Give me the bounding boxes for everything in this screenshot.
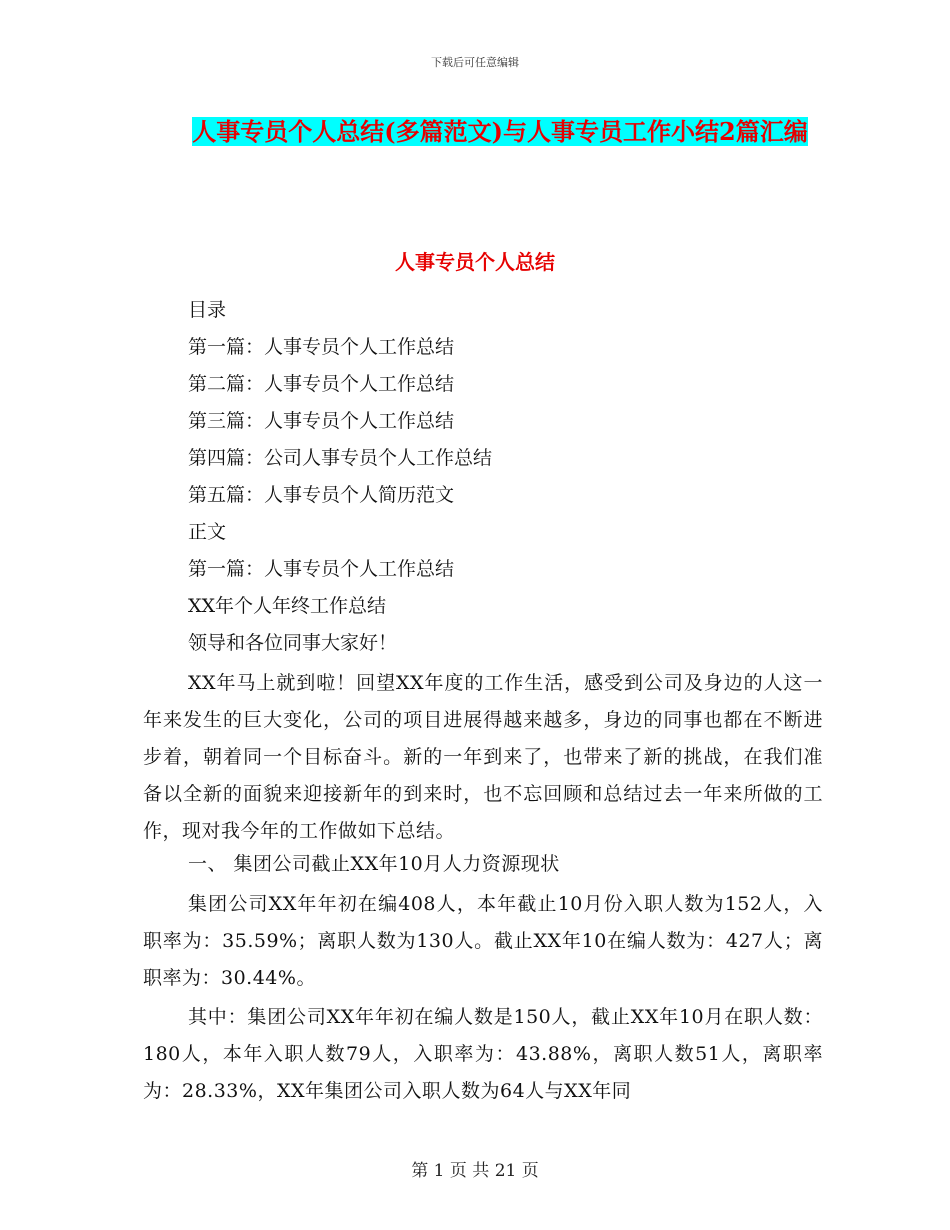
table-of-contents [188, 292, 828, 662]
toc-heading: 目录 [188, 299, 227, 321]
toc-item: 第五篇：人事专员个人简历范文 [188, 484, 455, 506]
body-paragraph: 集团公司XX年年初在编408人，本年截止10月份入职人数为152人，入职率为：35.59%；离职人数为130人。截止XX年10在编人数为：427人；离职率为：30.44%。 [143, 893, 823, 989]
section-heading: 一、 集团公司截止XX年10月人力资源现状 [188, 853, 560, 875]
toc-item: 第三篇：人事专员个人工作总结 [188, 410, 455, 432]
body-paragraph: XX年马上就到啦！回望XX年度的工作生活，感受到公司及身边的人这一年来发生的巨大变化，公司的项目进展得越来越多，身边的同事也都在不断进步着，朝着同一个目标奋斗。新的一年到来了，也带来了新的挑战，在我们准备以全新的面貌来迎接新年的到来时，也不忘回顾和总结过去一年来所做的工作，现对我今年的工作做如下总结。 [143, 672, 823, 842]
body-paragraph: 其中：集团公司XX年年初在编人数是150人，截止XX年10月在职人数：180人，本年入职人数79人，入职率为：43.88%，离职人数51人，离职率为：28.33%，XX年集团公司入职人数为64人与XX年同 [143, 1006, 823, 1102]
section-subtitle: 人事专员个人总结 [395, 250, 555, 274]
page-footer: 第 1 页 共 21 页 [411, 1161, 539, 1181]
document-title-text: 人事专员个人总结(多篇范文)与人事专员工作小结2篇汇编 [192, 117, 808, 146]
greeting: 领导和各位同事大家好！ [188, 632, 398, 654]
toc-item: 第一篇：人事专员个人工作总结 [188, 336, 455, 358]
toc-item: 第四篇：公司人事专员个人工作总结 [188, 447, 493, 469]
toc-item: 第二篇：人事专员个人工作总结 [188, 373, 455, 395]
chapter-heading: 第一篇：人事专员个人工作总结 [188, 558, 455, 580]
page-header: 下载后可任意编辑 [431, 56, 519, 69]
article-title: XX年个人年终工作总结 [188, 595, 387, 617]
document-title [150, 106, 850, 158]
body-heading: 正文 [188, 521, 227, 543]
